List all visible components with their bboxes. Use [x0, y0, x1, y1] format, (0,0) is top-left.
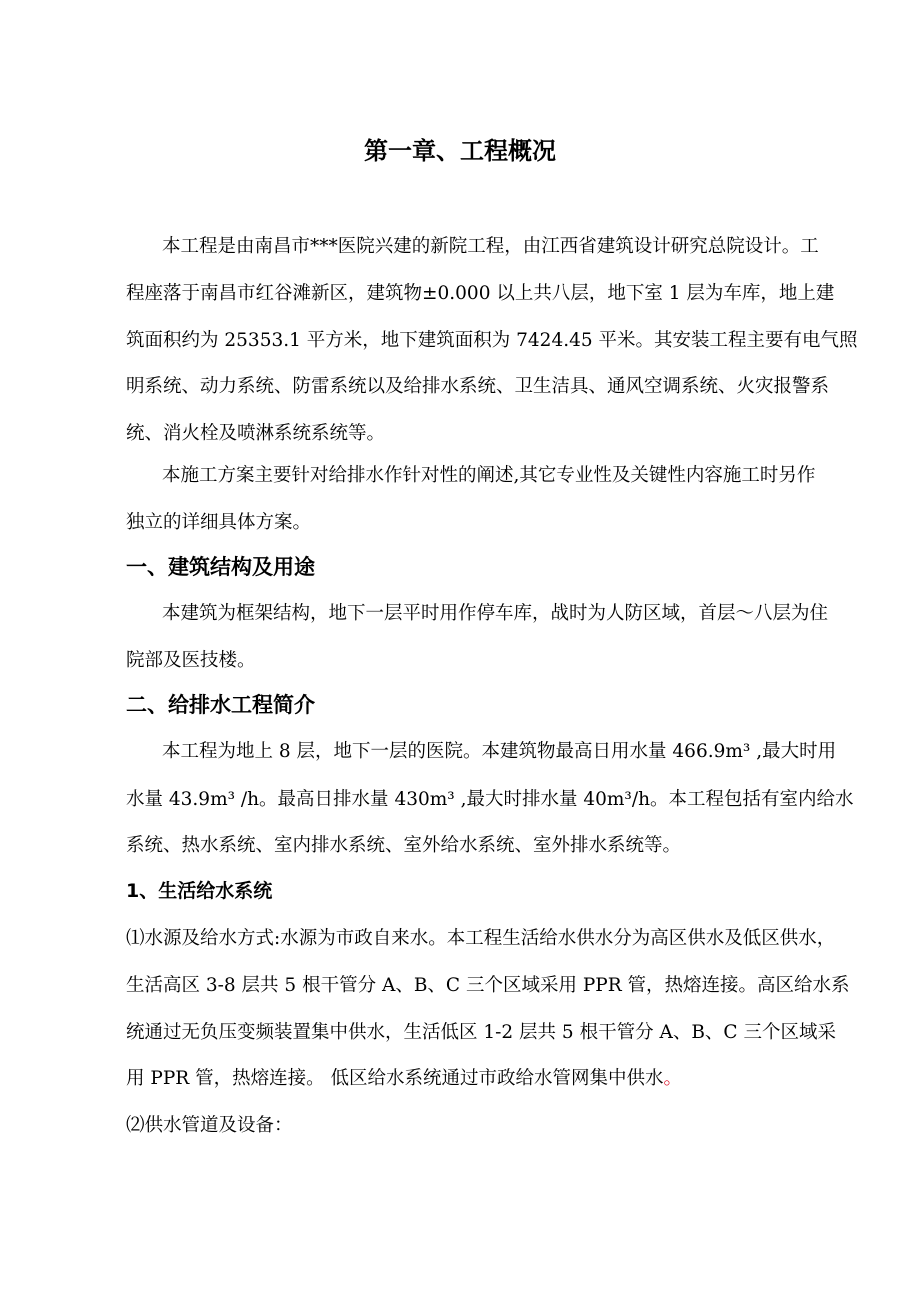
- intro-line-1: 本工程是由南昌市***医院兴建的新院工程，由江西省建筑设计研究总院设计。工: [162, 236, 819, 257]
- intro-line-4: 明系统、动力系统、防雷系统以及给排水系统、卫生洁具、通风空调系统、火灾报警系: [126, 376, 830, 397]
- intro-line-3: 筑面积约为 25353.1 平方米，地下建筑面积为 7424.45 平米。其安装工程主要有电气照: [126, 330, 858, 351]
- water-supply-line-1: ⑴水源及给水方式:水源为市政自来水。本工程生活给水供水分为高区供水及低区供水，: [126, 928, 836, 949]
- section-heading-structure: 一、建筑结构及用途: [126, 555, 315, 579]
- water-supply-line-5: ⑵供水管道及设备：: [126, 1115, 293, 1136]
- intro-line-5: 统、消火栓及喷淋系统系统等。: [126, 423, 386, 444]
- intro-line-6: 本施工方案主要针对给排水作针对性的阐述,其它专业性及关键性内容施工时另作: [162, 465, 816, 486]
- plumbing-line-3: 系统、热水系统、室内排水系统、室外给水系统、室外排水系统等。: [126, 835, 682, 856]
- section-heading-plumbing: 二、给排水工程简介: [126, 693, 315, 717]
- plumbing-line-2: 水量 43.9m³ /h。最高日排水量 430m³ ,最大时排水量 40m³/h。本工程包括有室内给水: [126, 789, 854, 810]
- chapter-title: 第一章、工程概况: [364, 137, 556, 165]
- water-supply-line-4: [126, 1066, 826, 1092]
- structure-line-1: 本建筑为框架结构，地下一层平时用作停车库，战时为人防区域，首层～八层为住: [162, 603, 829, 624]
- intro-line-7: 独立的详细具体方案。: [126, 512, 312, 533]
- plumbing-line-1: 本工程为地上 8 层，地下一层的医院。本建筑物最高日用水量 466.9m³ ,最大时用: [162, 741, 837, 762]
- water-supply-line-3: 统通过无负压变频装置集中供水，生活低区 1-2 层共 5 根干管分 A、B、C 三个区域采: [126, 1022, 836, 1043]
- water-supply-line-4-text: 用 PPR 管，热熔连接。 低区给水系统通过市政给水管网集中供水: [126, 1068, 664, 1089]
- intro-line-2: 程座落于南昌市红谷滩新区，建筑物±0.000 以上共八层，地下室 1 层为车库，地上建: [126, 283, 835, 304]
- subsection-heading-water-supply: 1、生活给水系统: [126, 880, 273, 902]
- red-period: 。: [663, 1068, 682, 1089]
- structure-line-2: 院部及医技楼。: [126, 650, 256, 671]
- water-supply-line-2: 生活高区 3-8 层共 5 根干管分 A、B、C 三个区域采用 PPR 管，热熔连接。高区给水系: [126, 975, 850, 996]
